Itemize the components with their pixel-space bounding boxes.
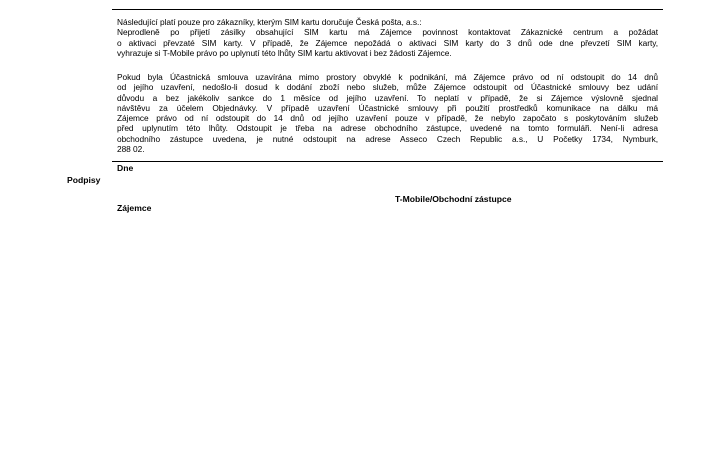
text-line: o aktivaci převzaté SIM karty. V případě, že Zájemce nepožádá o aktivaci SIM karty do 3 dnů ode dne převzetí SIM karty, <box>117 37 658 48</box>
text-line: návštěvu za účelem Objednávky. V případě uzavření Účastnické smlouvy při použití prostředků komunikace na dálku má <box>117 102 658 113</box>
text-line: Neprodleně po přijetí zásilky obsahující SIM kartu má Zájemce povinnost kontaktovat Zákaznické centrum a požádat <box>117 27 658 38</box>
date-label: Dne <box>117 163 134 173</box>
bottom-divider <box>112 161 663 162</box>
applicant-signature-label: Zájemce <box>117 203 152 213</box>
text-line: obchodního zástupce uvedena, je nutné odstoupit na adrese Asseco Czech Republic a.s., U Početky 1734, Nymburk, <box>117 133 658 144</box>
operator-signature-label: T-Mobile/Obchodní zástupce <box>395 194 512 204</box>
text-line: vyhrazuje si T-Mobile právo po uplynutí této lhůty SIM kartu aktivovat i bez žádosti Zájemce. <box>117 47 452 58</box>
text-line: Pokud byla Účastnická smlouva uzavírána mimo prostory obvyklé k podnikání, má Zájemce právo od ní odstoupit do 14 dnů <box>117 72 658 82</box>
top-divider <box>112 9 663 10</box>
text-line: důvodu a bez jakékoliv sankce do 1 měsíce od jejího uzavření. To neplatí v případě, že si Zájemce výslovně sjednal <box>117 92 658 103</box>
sim-delivery-terms-paragraph <box>117 17 658 58</box>
text-line: od jejího uzavření, nedošlo-li dosud k dodání zboží nebo služeb, může Zájemce odstoupit od Účastnické smlouvy bez udání <box>117 82 658 93</box>
signatures-section-label: Podpisy <box>67 175 101 185</box>
withdrawal-terms-paragraph <box>117 72 658 154</box>
text-line: Následující platí pouze pro zákazníky, kterým SIM kartu doručuje Česká pošta, a.s.: <box>117 17 422 27</box>
text-line: Zájemce právo od ní odstoupit do 14 dnů od jejího uzavření pouze v případě, že nebylo započato s poskytováním služeb <box>117 113 658 124</box>
text-line: před uplynutím této lhůty. Odstoupit je třeba na adrese obchodního zástupce, uvedené na tomto formuláři. Není-li adresa <box>117 123 658 134</box>
text-line: 288 02. <box>117 144 145 155</box>
